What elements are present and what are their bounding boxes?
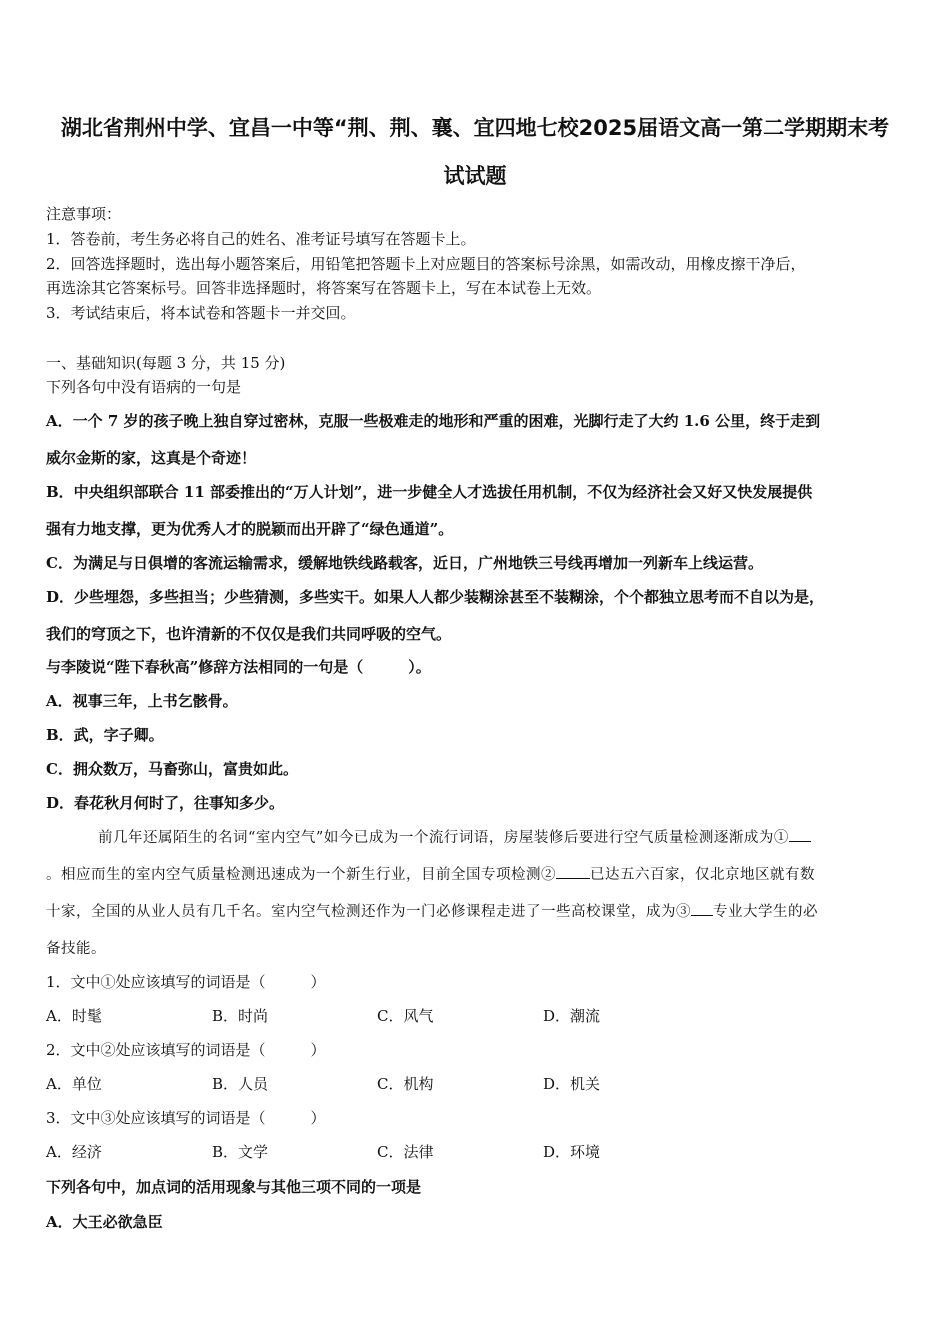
sub-question-2-stem: 2．文中②处应该填写的词语是（ ） bbox=[46, 1041, 326, 1059]
question-1-stem: 下列各句中没有语病的一句是 bbox=[46, 378, 242, 396]
notice-item-3: 3．考试结束后，将本试卷和答题卡一并交回。 bbox=[46, 304, 356, 322]
sub-question-2-option-b: B．人员 bbox=[212, 1075, 269, 1093]
sub-question-1-option-d: D．潮流 bbox=[543, 1007, 601, 1025]
question-2-option-b: B．武，字子卿。 bbox=[46, 726, 164, 744]
sub-question-1-stem: 1．文中①处应该填写的词语是（ ） bbox=[46, 973, 326, 991]
sub-question-1-option-c: C．风气 bbox=[377, 1007, 434, 1025]
passage-line-1: 前几年还属陌生的名词“室内空气”如今已成为一个流行词语，房屋装修后要进行空气质量检测逐渐成为① bbox=[46, 826, 906, 847]
notice-item-1: 1．答卷前，考生务必将自己的姓名、准考证号填写在答题卡上。 bbox=[46, 230, 476, 248]
question-2-stem: 与李陵说“陛下春秋高”修辞方法相同的一句是（ ）。 bbox=[46, 658, 431, 676]
exam-title-line1: 湖北省荆州中学、宜昌一中等“荆、荆、襄、宜四地七校2025届语文高一第二学期期末考 bbox=[60, 116, 890, 140]
question-1-option-d-line1: D．少些埋怨，多些担当；少些猜测，多些实干。如果人人都少装糊涂甚至不装糊涂，个个都独立思考而不自以为是， bbox=[46, 588, 825, 606]
section-heading: 一、基础知识(每题 3 分，共 15 分) bbox=[46, 354, 286, 372]
sub-question-3-option-d: D．环境 bbox=[543, 1143, 601, 1161]
question-1-option-c: C．为满足与日俱增的客流运输需求，缓解地铁线路载客，近日，广州地铁三号线再增加一列新车上线运营。 bbox=[46, 554, 763, 572]
sub-question-3-option-c: C．法律 bbox=[377, 1143, 434, 1161]
exam-title-line2: 试试题 bbox=[443, 164, 507, 188]
blank-2 bbox=[556, 877, 590, 879]
sub-question-3-option-a: A．经济 bbox=[46, 1143, 102, 1161]
question-1-option-b-line2: 强有力地支撑，更为优秀人才的脱颖而出开辟了“绿色通道”。 bbox=[46, 520, 454, 538]
sub-question-1-option-a: A．时髦 bbox=[46, 1007, 102, 1025]
sub-question-2-option-d: D．机关 bbox=[543, 1075, 601, 1093]
sub-question-3-stem: 3．文中③处应该填写的词语是（ ） bbox=[46, 1109, 326, 1127]
blank-3 bbox=[691, 914, 713, 916]
sub-question-2-option-c: C．机构 bbox=[377, 1075, 434, 1093]
sub-question-3-option-b: B．文学 bbox=[212, 1143, 269, 1161]
question-4-stem: 下列各句中，加点词的活用现象与其他三项不同的一项是 bbox=[46, 1178, 422, 1196]
blank-1 bbox=[789, 840, 811, 842]
question-1-option-d-line2: 我们的穹顶之下，也许清新的不仅仅是我们共同呼吸的空气。 bbox=[46, 625, 452, 643]
passage-line-3: 十家，全国的从业人员有几千名。室内空气检测还作为一门必修课程走进了一些高校课堂，成为③ 专业大学生的必 bbox=[46, 904, 818, 920]
question-1-option-b-line1: B．中央组织部联合 11 部委推出的“万人计划”，进一步健全人才选拔任用机制，不仅为经济社会又好又快发展提供 bbox=[46, 483, 813, 501]
passage-line-2: 。相应而生的室内空气质量检测迅速成为一个新生行业，目前全国专项检测② 已达五六百家，仅北京地区就有数 bbox=[46, 867, 815, 883]
sub-question-2-option-a: A．单位 bbox=[46, 1075, 102, 1093]
sub-question-1-option-b: B．时尚 bbox=[212, 1007, 269, 1025]
question-2-option-c: C．拥众数万，马畜弥山，富贵如此。 bbox=[46, 760, 298, 778]
notice-item-2b: 再选涂其它答案标号。回答非选择题时，将答案写在答题卡上，写在本试卷上无效。 bbox=[46, 279, 602, 297]
notice-heading: 注意事项： bbox=[46, 205, 122, 223]
question-4-option-a: A．大王必欲急臣 bbox=[46, 1213, 163, 1231]
question-2-option-a: A．视事三年，上书乞骸骨。 bbox=[46, 692, 238, 710]
question-2-option-d: D．春花秋月何时了，往事知多少。 bbox=[46, 794, 285, 812]
question-1-option-a-line1: A．一个 7 岁的孩子晚上独自穿过密林，克服一些极难走的地形和严重的困难，光脚行走了大约 1.6 公里，终于走到 bbox=[46, 412, 821, 430]
notice-item-2a: 2．回答选择题时，选出每小题答案后，用铅笔把答题卡上对应题目的答案标号涂黑，如需改动，用橡皮擦干净后， bbox=[46, 255, 806, 273]
question-1-option-a-line2: 威尔金斯的家，这真是个奇迹！ bbox=[46, 449, 257, 467]
passage-line-4: 备技能。 bbox=[46, 941, 106, 957]
